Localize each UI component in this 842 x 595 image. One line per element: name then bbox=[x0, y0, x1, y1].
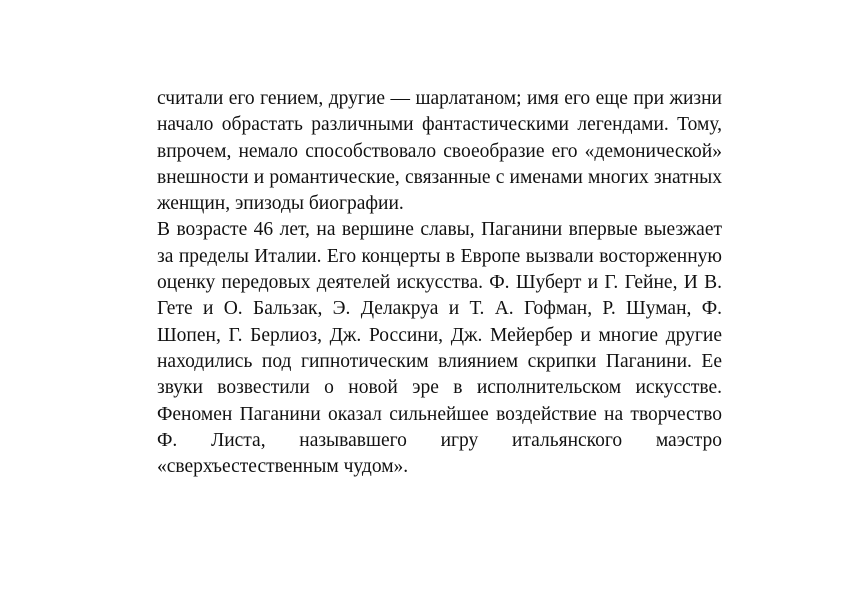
document-text-block bbox=[157, 86, 722, 480]
paragraph-2: В возрасте 46 лет, на вершине славы, Паганини впервые выезжает за пределы Италии. Его концерты в Европе вызвали восторженную оценку передовых деятелей искусства. Ф. Шуберт и Г. Гейне, И В. Гете и О. Бальзак, Э. Делакруа и Т. А. Гофман, Р. Шуман, Ф. Шопен, Г. Берлиоз, Дж. Россини, Дж. Мейербер и многие другие находились под гипнотическим влиянием скрипки Паганини. Ее звуки возвестили о новой эре в исполнительском искусстве. Феномен Паганини оказал сильнейшее воздействие на творчество Ф. Листа, называвшего игру итальянского маэстро «сверхъестественным чудом». bbox=[157, 219, 722, 478]
paragraph-1: считали его гением, другие — шарлатаном; имя его еще при жизни начало обрастать различными фантастическими легендами. Тому, впрочем, немало способствовало своеобразие его «демонической» внешности и романтические, связанные с именами многих знатных женщин, эпизоды биографии. bbox=[157, 88, 722, 215]
